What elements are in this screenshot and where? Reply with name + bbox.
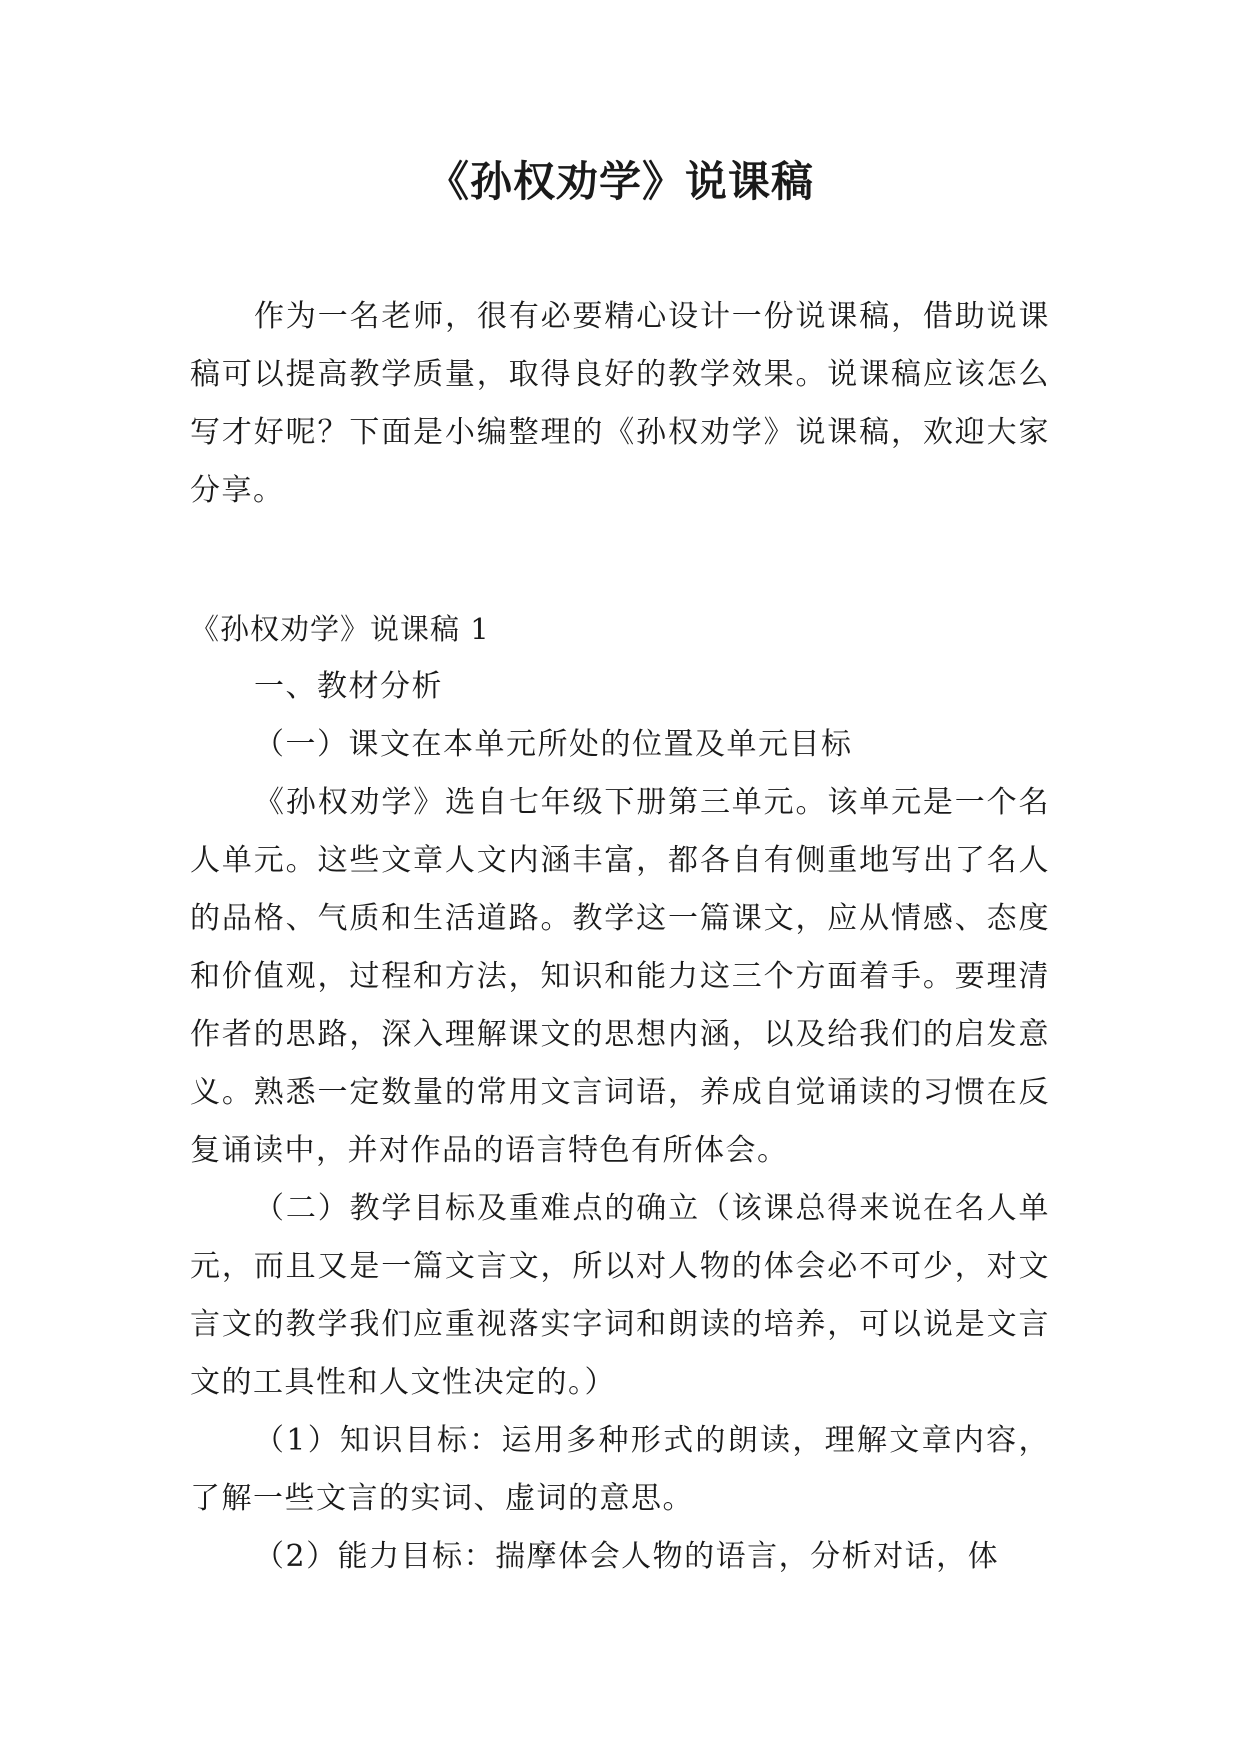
paragraph-ability-goal: （2）能力目标：揣摩体会人物的语言，分析对话，体 [254,1539,1000,1574]
document-title: 《孙权劝学》说课稿 [426,157,814,206]
paragraph-unit-description: 《孙权劝学》选自七年级下册第三单元。该单元是一个名人单元。这些文章人文内涵丰富，都各自有侧重地写出了名人的品格、气质和生活道路。教学这一篇课文，应从情感、态度和价值观，过程和方法，知识和能力这三个方面着手。要理清作者的思路，深入理解课文的思想内涵，以及给我们的启发意义。熟悉一定数量的常用文言词语，养成自觉诵读的习惯在反复诵读中，并对作品的语言特色有所体会。 [190,785,1050,1168]
intro-paragraph: 作为一名老师，很有必要精心设计一份说课稿，借助说课稿可以提高教学质量，取得良好的教学效果。说课稿应该怎么写才好呢？下面是小编整理的《孙权劝学》说课稿，欢迎大家分享。 [190,299,1050,508]
section-title: 《孙权劝学》说课稿 1 [190,612,490,646]
paragraph-teaching-goals: （二）教学目标及重难点的确立（该课总得来说在名人单元，而且又是一篇文言文，所以对人物的体会必不可少，对文言文的教学我们应重视落实字词和朗读的培养，可以说是文言文的工具性和人文性决定的。） [190,1191,1050,1400]
document-body [190,288,1050,1586]
spacer [190,520,1050,600]
paragraph-knowledge-goal: （1）知识目标：运用多种形式的朗读，理解文章内容，了解一些文言的实词、虚词的意思。 [190,1423,1050,1516]
heading-textbook-analysis: 一、教材分析 [254,669,443,704]
subheading-unit-position: （一）课文在本单元所处的位置及单元目标 [254,727,853,762]
